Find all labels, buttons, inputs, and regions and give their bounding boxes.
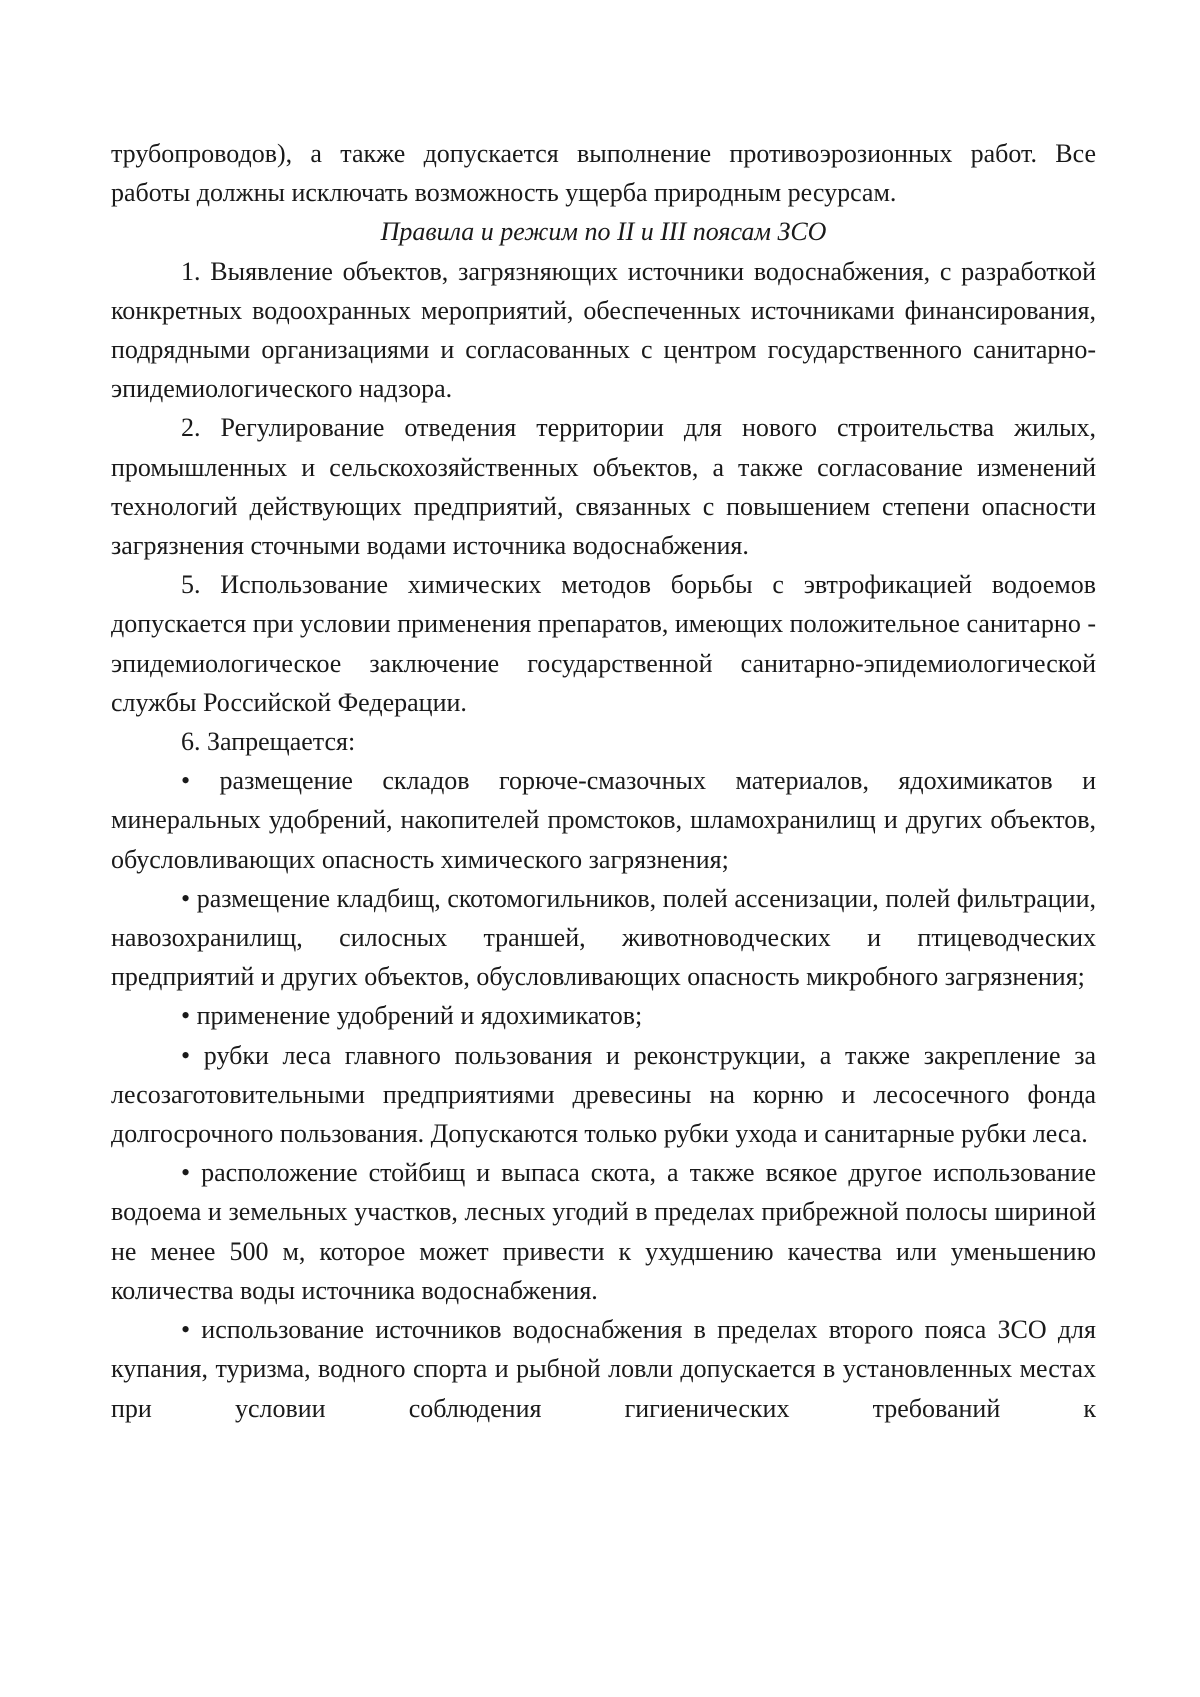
intro-paragraph: трубопроводов), а также допускается выполнение противоэрозионных работ. Все работы должны исключать возможность ущерба природным ресурсам. <box>111 139 1096 208</box>
bullet-fertilizers: • применение удобрений и ядохимикатов; <box>181 1001 643 1031</box>
item-1-paragraph: 1. Выявление объектов, загрязняющих источники водоснабжения, с разработкой конкретных водоохранных мероприятий, обеспеченных источниками финансирования, подрядными организациями и согласованных с центром государственного санитарно-эпидемиологического надзора. <box>111 256 1096 404</box>
bullet-logging: • рубки леса главного пользования и реконструкции, а также закрепление за лесозаготовительными предприятиями древесины на корню и лесосечного фонда долгосрочного пользования. Допускаются только рубки ухода и санитарные рубки леса. <box>111 1040 1096 1149</box>
bullet-chemical-storage: • размещение складов горюче-смазочных материалов, ядохимикатов и минеральных удобрений, накопителей промстоков, шламохранилищ и других объектов, обусловливающих опасность химического загрязнения; <box>111 766 1096 874</box>
section-heading: Правила и режим по II и III поясам ЗСО <box>380 217 827 247</box>
item-2-paragraph: 2. Регулирование отведения территории для нового строительства жилых, промышленных и сельскохозяйственных объектов, а также согласование изменений технологий действующих предприятий, связанных с повышением степени опасности загрязнения сточными водами источника водоснабжения. <box>111 413 1096 561</box>
item-5-paragraph: 5. Использование химических методов борьбы с эвтрофикацией водоемов допускается при условии применения препаратов, имеющих положительное санитарно - эпидемиологическое заключение государственной санитарно-эпидемиологической службы Российской Федерации. <box>111 570 1096 717</box>
bullet-recreation: • использование источников водоснабжения в пределах второго пояса ЗСО для купания, туризма, водного спорта и рыбной ловли допускается в установленных местах при условии соблюдения гигиенических требований к <box>111 1315 1096 1423</box>
document-page <box>111 134 1096 1428</box>
item-6-paragraph: 6. Запрещается: <box>181 727 356 757</box>
bullet-livestock: • расположение стойбищ и выпаса скота, а также всякое другое использование водоема и земельных участков, лесных угодий в пределах прибрежной полосы шириной не менее 500 м, которое может привести к ухудшению качества или уменьшению количества воды источника водоснабжения. <box>111 1158 1096 1305</box>
bullet-cemeteries: • размещение кладбищ, скотомогильников, полей ассенизации, полей фильтрации, навозохранилищ, силосных траншей, животноводческих и птицеводческих предприятий и других объектов, обусловливающих опасность микробного загрязнения; <box>111 883 1096 992</box>
